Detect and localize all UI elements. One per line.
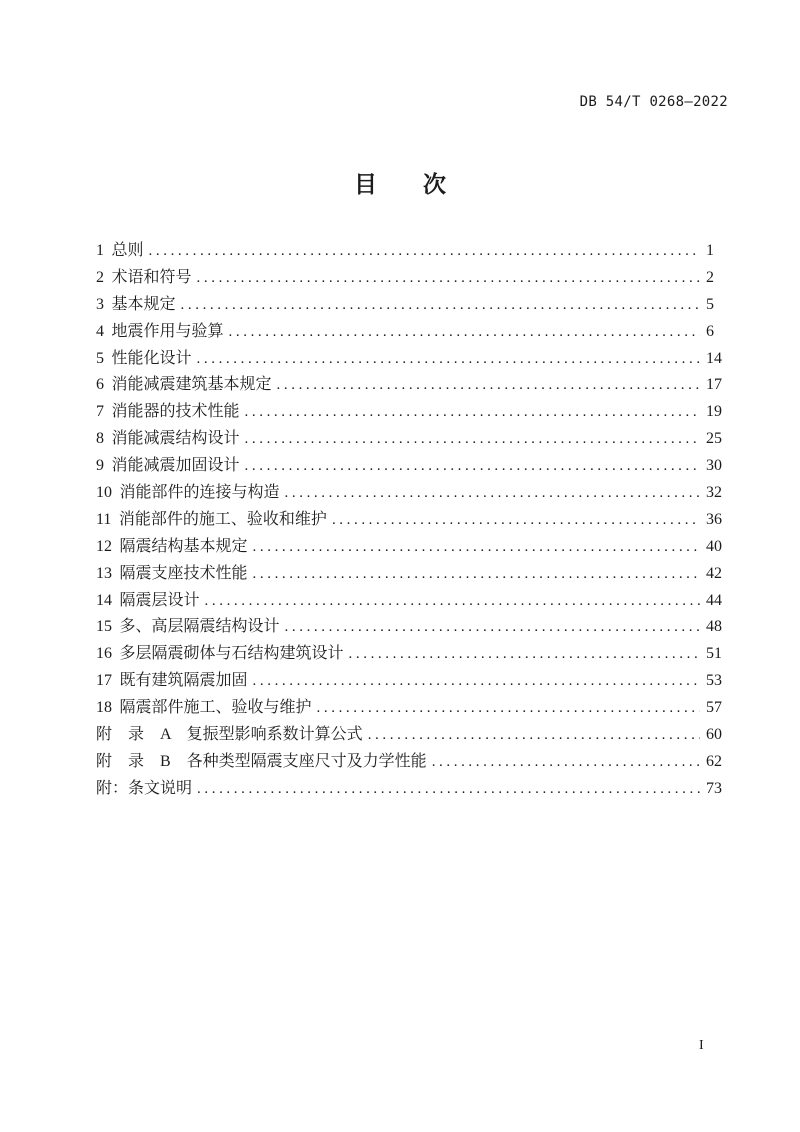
toc-entry-label: 2 术语和符号 xyxy=(96,268,192,286)
toc-entry-label: 13 隔震支座技术性能 xyxy=(96,564,248,582)
toc-leader-dots xyxy=(432,752,700,772)
toc-leader-dots xyxy=(149,241,700,261)
toc-entry-label: 18 隔震部件施工、验收与维护 xyxy=(96,699,312,717)
toc-entry xyxy=(96,564,728,591)
toc-entry-label: 8 消能减震结构设计 xyxy=(96,430,240,448)
toc-entry-label: 3 基本规定 xyxy=(96,295,176,313)
toc-entry xyxy=(96,698,728,725)
toc-entry-label: 11 消能部件的施工、验收和维护 xyxy=(96,510,327,528)
toc-entry-page: 6 xyxy=(706,322,714,340)
toc-leader-dots xyxy=(317,698,700,718)
toc-entry-label: 5 性能化设计 xyxy=(96,349,192,367)
toc-list xyxy=(96,241,728,806)
toc-entry-page: 30 xyxy=(706,457,722,475)
toc-leader-dots xyxy=(197,349,700,369)
toc-leader-dots xyxy=(181,295,700,315)
toc-leader-dots xyxy=(245,456,700,476)
toc-entry xyxy=(96,268,728,295)
toc-entry-page: 73 xyxy=(706,779,722,797)
toc-entry xyxy=(96,375,728,402)
toc-entry-page: 62 xyxy=(706,752,722,770)
toc-entry xyxy=(96,779,728,806)
doc-code: DB 54/T 0268—2022 xyxy=(579,94,728,110)
toc-entry-label: 17 既有建筑隔震加固 xyxy=(96,672,248,690)
toc-entry-label: 1 总则 xyxy=(96,242,144,259)
toc-entry-label: 6 消能减震建筑基本规定 xyxy=(96,376,272,394)
toc-entry-page: 36 xyxy=(706,510,722,528)
toc-entry xyxy=(96,644,728,671)
toc-leader-dots xyxy=(197,779,700,799)
toc-leader-dots xyxy=(245,402,700,422)
toc-entry xyxy=(96,591,728,618)
toc-entry xyxy=(96,322,728,349)
toc-entry-page: 1 xyxy=(706,242,714,259)
toc-entry-label: 附 录 B 各种类型隔震支座尺寸及力学性能 xyxy=(96,752,427,770)
toc-entry-label: 10 消能部件的连接与构造 xyxy=(96,484,280,502)
toc-entry xyxy=(96,671,728,698)
toc-entry-label: 12 隔震结构基本规定 xyxy=(96,537,248,555)
toc-entry-page: 40 xyxy=(706,537,722,555)
toc-entry xyxy=(96,349,728,376)
toc-entry-page: 53 xyxy=(706,672,722,690)
toc-entry xyxy=(96,617,728,644)
toc-leader-dots xyxy=(197,268,700,288)
toc-entry-page: 44 xyxy=(706,591,722,609)
toc-entry xyxy=(96,295,728,322)
footer-page-number: I xyxy=(699,1038,704,1053)
toc-entry-page: 5 xyxy=(706,295,714,313)
toc-entry-page: 32 xyxy=(706,484,722,502)
toc-leader-dots xyxy=(332,510,700,530)
toc-leader-dots xyxy=(253,671,700,691)
toc-entry xyxy=(96,483,728,510)
toc-leader-dots xyxy=(368,725,700,745)
toc-leader-dots xyxy=(205,591,700,611)
toc-entry xyxy=(96,752,728,779)
toc-entry xyxy=(96,537,728,564)
page-title: 目 次 xyxy=(354,172,446,197)
toc-entry-page: 17 xyxy=(706,376,722,394)
toc-entry-label: 附 录 A 复振型影响系数计算公式 xyxy=(96,726,363,744)
toc-entry-page: 51 xyxy=(706,645,722,663)
toc-entry-label: 15 多、高层隔震结构设计 xyxy=(96,618,280,636)
toc-leader-dots xyxy=(245,429,700,449)
toc-leader-dots xyxy=(229,322,700,342)
toc-entry-label: 16 多层隔震砌体与石结构建筑设计 xyxy=(96,645,344,663)
toc-entry-page: 2 xyxy=(706,268,714,286)
toc-entry xyxy=(96,510,728,537)
toc-entry xyxy=(96,402,728,429)
toc-entry-page: 25 xyxy=(706,430,722,448)
toc-entry-label: 9 消能减震加固设计 xyxy=(96,457,240,475)
toc-entry-page: 48 xyxy=(706,618,722,636)
toc-entry xyxy=(96,241,728,268)
toc-entry-label: 4 地震作用与验算 xyxy=(96,322,224,340)
toc-entry-page: 57 xyxy=(706,699,722,717)
toc-leader-dots xyxy=(253,564,700,584)
toc-leader-dots xyxy=(253,537,700,557)
toc-entry xyxy=(96,456,728,483)
toc-entry xyxy=(96,429,728,456)
toc-entry xyxy=(96,725,728,752)
toc-entry-page: 60 xyxy=(706,726,722,744)
toc-entry-label: 附：条文说明 xyxy=(96,779,193,797)
toc-entry-page: 19 xyxy=(706,403,722,421)
toc-leader-dots xyxy=(285,617,700,637)
toc-entry-page: 42 xyxy=(706,564,722,582)
toc-leader-dots xyxy=(349,644,700,664)
toc-leader-dots xyxy=(285,483,700,503)
toc-entry-page: 14 xyxy=(706,349,722,367)
toc-leader-dots xyxy=(277,375,700,395)
toc-entry-label: 7 消能器的技术性能 xyxy=(96,403,240,421)
toc-entry-label: 14 隔震层设计 xyxy=(96,591,200,609)
